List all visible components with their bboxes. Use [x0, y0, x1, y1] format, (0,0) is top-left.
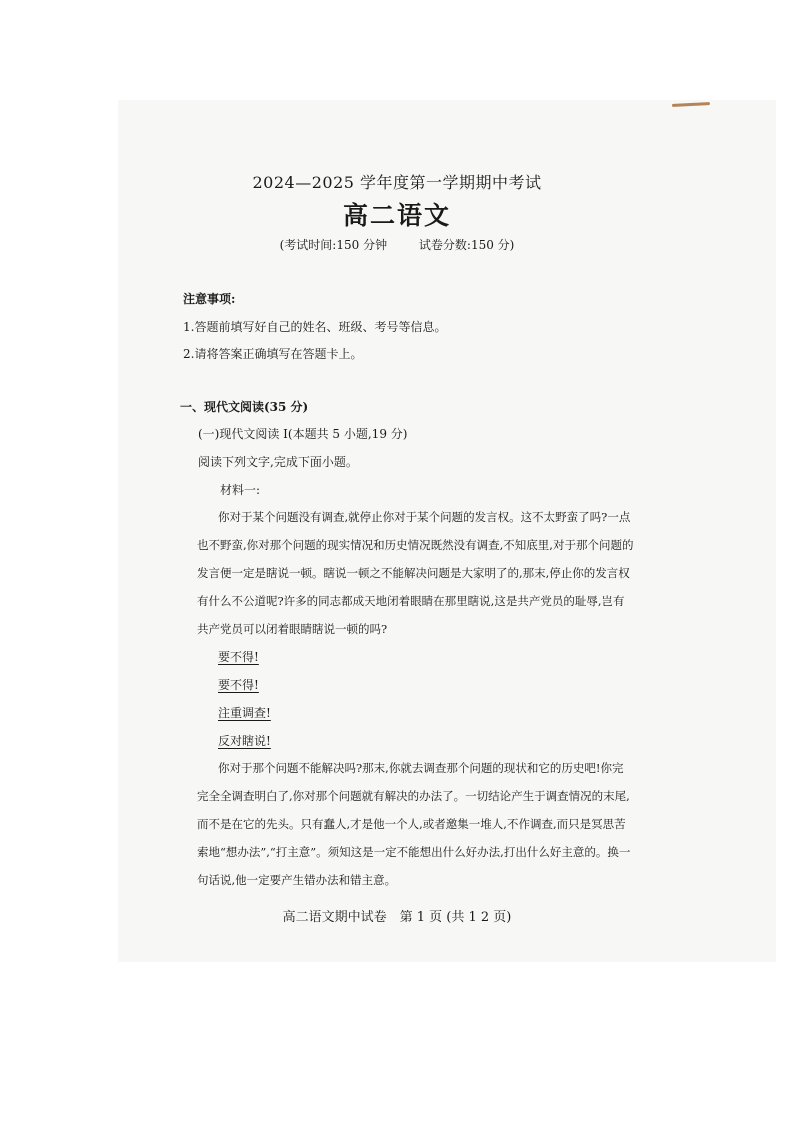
slogan-line: 注重调查! [218, 706, 271, 720]
reading-instruction: 阅读下列文字,完成下面小题。 [198, 455, 358, 469]
exam-time-info: (考试时间:150 分钟 [279, 238, 388, 252]
paragraph-line: 有什么不公道呢?许多的同志都成天地闭着眼睛在那里瞎说,这是共产党员的耻辱,岂有 [197, 594, 625, 608]
subsection-title: (一)现代文阅读 I(本题共 5 小题,19 分) [198, 427, 408, 441]
exam-subject-title: 高二语文 [342, 201, 451, 230]
material-label: 材料一: [220, 483, 261, 497]
paragraph-line: 而不是在它的先头。只有蠢人,才是他一个人,或者邀集一堆人,不作调查,而只是冥思苦 [197, 817, 626, 831]
exam-score-info: 试卷分数:150 分) [418, 238, 515, 252]
paragraph-line: 发言便一定是瞎说一顿。瞎说一顿之不能解决问题是大家明了的,那末,停止你的发言权 [197, 566, 630, 580]
section-title: 一、现代文阅读(35 分) [180, 400, 309, 414]
slogan-line: 要不得! [218, 678, 259, 692]
exam-year-title: 2024—2025 学年度第一学期期中考试 [252, 173, 542, 192]
paragraph-line: 共产党员可以闭着眼睛瞎说一顿的吗? [197, 622, 388, 636]
note-item: 2.请将答案正确填写在答题卡上。 [183, 347, 363, 361]
exam-info [0, 236, 794, 253]
paragraph-line: 句话说,他一定要产生错办法和错主意。 [197, 873, 397, 887]
paragraph-line: 完全全调查明白了,你对那个问题就有解决的办法了。一切结论产生于调查情况的末尾, [197, 789, 630, 803]
slogan-line: 要不得! [218, 650, 259, 664]
page-footer: 高二语文期中试卷 第 1 页 (共 1 2 页) [282, 910, 512, 925]
paragraph-line: 也不野蛮,你对那个问题的现实情况和历史情况既然没有调查,不知底里,对于那个问题的 [197, 538, 634, 552]
notes-title: 注意事项: [183, 292, 236, 306]
paragraph-line: 索地“想办法”,“打主意”。须知这是一定不能想出什么好办法,打出什么好主意的。换一 [197, 845, 631, 859]
note-item: 1.答题前填写好自己的姓名、班级、考号等信息。 [183, 320, 447, 334]
slogan-line: 反对瞎说! [218, 734, 271, 748]
paragraph-line: 你对于某个问题没有调查,就停止你对于某个问题的发言权。这不太野蛮了吗?一点 [218, 510, 631, 524]
paragraph-line: 你对于那个问题不能解决吗?那末,你就去调查那个问题的现状和它的历史吧!你完 [218, 761, 624, 775]
